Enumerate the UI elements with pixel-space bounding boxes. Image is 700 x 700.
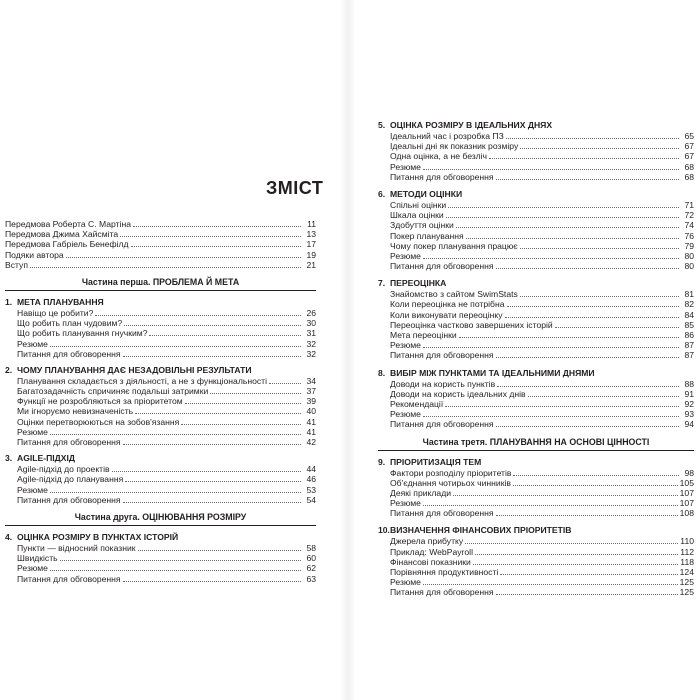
dot-leader [149, 335, 301, 336]
entry-title: Резюме [17, 426, 48, 437]
entry-title: Швидкість [17, 553, 58, 564]
dot-leader [423, 258, 679, 259]
entry-title: Порівняння продуктивності [390, 567, 499, 577]
chapter-title: ЧОМУ ПЛАНУВАННЯ ДАЄ НЕЗАДОВІЛЬНІ РЕЗУЛЬТАТИ [17, 364, 252, 375]
entry-page: 107 [679, 498, 694, 509]
dot-leader [66, 257, 301, 258]
entry-title: Резюме [17, 484, 48, 495]
entry-page: 91 [684, 388, 694, 399]
entry-page: 32 [306, 348, 316, 359]
dot-leader [138, 550, 301, 551]
entry-title: Резюме [17, 563, 48, 574]
entry-title: Резюме [390, 498, 421, 509]
dot-leader [423, 347, 679, 348]
chapter-heading[interactable] [5, 453, 316, 464]
toc-entry[interactable] [378, 289, 694, 299]
toc-entry[interactable] [5, 250, 316, 260]
entry-page: 21 [306, 259, 316, 270]
entry-title: Резюме [390, 577, 421, 588]
chapter-title: МЕТА ПЛАНУВАННЯ [17, 296, 104, 307]
entry-page: 76 [684, 230, 694, 241]
entry-page: 41 [306, 426, 316, 437]
dot-leader [496, 594, 678, 595]
chapter-title: ПЕРЕОЦІНКА [390, 278, 447, 289]
dot-leader [210, 393, 301, 394]
dot-leader [50, 492, 301, 493]
dot-leader [465, 543, 678, 544]
toc-entry[interactable] [378, 261, 694, 271]
dot-leader [185, 403, 301, 404]
dot-leader [496, 357, 679, 358]
entry-title: Питання для обговорення [17, 437, 121, 447]
entry-title: Спільні оцінки [390, 199, 447, 210]
entry-page: 34 [306, 375, 316, 386]
toc-entry[interactable] [378, 399, 694, 409]
dot-leader [123, 444, 301, 445]
entry-title: Доводи на користь пунктів [390, 378, 496, 389]
entry-title: Покер планування [390, 230, 464, 241]
toc-entry[interactable] [378, 220, 694, 230]
page-title: ЗМІСТ [266, 178, 324, 198]
toc-entry[interactable] [378, 536, 694, 546]
toc-entry[interactable] [378, 241, 694, 251]
entry-page: 54 [306, 494, 316, 505]
toc-entry[interactable] [5, 260, 316, 270]
chapter-number: 8. [378, 367, 386, 378]
dot-leader [456, 227, 679, 228]
toc-entry[interactable] [5, 376, 316, 386]
dot-leader [496, 426, 679, 427]
entry-title: Чому покер планування працює [390, 240, 518, 251]
chapter-number: 5. [378, 120, 386, 130]
dot-leader [124, 325, 301, 326]
toc-entry[interactable] [378, 498, 694, 508]
book-gutter [340, 0, 354, 700]
entry-page: 44 [306, 464, 316, 475]
entry-title: Питання для обговорення [390, 261, 494, 272]
toc-entry[interactable] [378, 200, 694, 210]
toc-entry[interactable] [378, 350, 694, 360]
dot-leader [448, 207, 679, 208]
toc-entry[interactable] [5, 406, 316, 416]
toc-entry[interactable] [378, 488, 694, 498]
entry-page: 125 [679, 587, 694, 598]
dot-leader [496, 268, 679, 269]
dot-leader [30, 267, 301, 268]
dot-leader [520, 148, 679, 149]
entry-title: Питання для обговорення [390, 350, 494, 361]
dot-leader [466, 238, 679, 239]
dot-leader [475, 554, 678, 555]
dot-leader [505, 317, 679, 318]
toc-entry[interactable] [378, 478, 694, 488]
dot-leader [506, 138, 679, 139]
toc-entry[interactable] [378, 251, 694, 261]
entry-title: Резюме [390, 340, 421, 351]
dot-leader [513, 485, 678, 486]
toc-entry[interactable] [5, 396, 316, 406]
entry-title: Ідеальні дні як показник розміру [390, 141, 519, 152]
entry-title: Питання для обговорення [17, 573, 121, 584]
chapter-number: 1. [5, 296, 13, 307]
entry-title: Ми ігноруємо невизначеність [17, 406, 134, 417]
toc-entry[interactable] [378, 231, 694, 241]
entry-page: 118 [680, 556, 694, 567]
toc-entry[interactable] [5, 239, 316, 249]
dot-leader [120, 236, 301, 237]
toc-entry[interactable] [378, 547, 694, 557]
entry-title: Пункти — відносний показник [17, 542, 136, 553]
entry-page: 17 [306, 239, 316, 250]
chapter-number: 6. [378, 188, 386, 199]
entry-title: Резюме [390, 409, 421, 420]
entry-title: Фінансові показники [390, 556, 471, 567]
chapter-heading[interactable] [5, 365, 316, 376]
dot-leader [131, 246, 301, 247]
dot-leader [95, 315, 301, 316]
dot-leader [453, 495, 678, 496]
entry-title: Здобуття оцінки [390, 220, 454, 231]
chapter-title: ПРІОРИТИЗАЦІЯ ТЕМ [390, 456, 482, 467]
toc-entry[interactable] [5, 563, 316, 573]
chapter-number: 4. [5, 531, 13, 542]
entry-page: 68 [684, 161, 694, 172]
entry-title: Передмова Габріель Бенефілд [5, 239, 129, 250]
entry-title: Agile-підхід до планування [17, 474, 124, 485]
entry-page: 30 [306, 318, 316, 329]
toc-entry[interactable] [378, 409, 694, 419]
dot-leader [423, 505, 678, 506]
entry-title: Резюме [390, 250, 421, 261]
toc-entry[interactable] [5, 229, 316, 239]
dot-leader [125, 481, 301, 482]
entry-title: Вступ [5, 259, 29, 270]
dot-leader [446, 217, 679, 218]
entry-page: 85 [684, 319, 694, 330]
dot-leader [269, 383, 301, 384]
toc-entry[interactable] [378, 389, 694, 399]
chapter-heading[interactable] [378, 368, 694, 379]
entry-title: Питання для обговорення [390, 419, 494, 430]
dot-leader [520, 296, 679, 297]
entry-title: Резюме [17, 338, 48, 349]
entry-page: 80 [684, 250, 694, 261]
chapter-title: ВИБІР МІЖ ПУНКТАМИ ТА ІДЕАЛЬНИМИ ДНЯМИ [390, 367, 595, 378]
entry-page: 58 [306, 542, 316, 553]
entry-title: Питання для обговорення [390, 508, 494, 519]
entry-title: Коли виконувати переоцінку [390, 309, 503, 320]
toc-entry[interactable] [5, 349, 316, 359]
entry-page: 84 [684, 309, 694, 320]
entry-page: 86 [684, 330, 694, 340]
toc-entry[interactable] [5, 485, 316, 495]
dot-leader [60, 560, 301, 561]
chapter-number: 2. [5, 364, 13, 375]
entry-page: 13 [306, 229, 316, 240]
entry-page: 67 [684, 141, 694, 152]
entry-page: 53 [306, 484, 316, 495]
toc-entry[interactable] [5, 495, 316, 505]
entry-page: 40 [306, 406, 316, 417]
dot-leader [423, 169, 679, 170]
entry-title: Ідеальний час і розробка ПЗ [390, 131, 504, 141]
toc-left-column [5, 219, 316, 584]
toc-entry[interactable] [5, 574, 316, 584]
entry-title: Навіщо це робити? [17, 307, 94, 318]
chapter-number: 10. [378, 525, 390, 536]
entry-title: Коли переоцінка не потрібна [390, 299, 505, 310]
entry-page: 88 [684, 378, 694, 389]
toc-entry[interactable] [378, 587, 694, 597]
entry-title: Питання для обговорення [390, 171, 494, 182]
entry-page: 68 [684, 171, 694, 182]
entry-page: 79 [684, 240, 694, 251]
toc-entry[interactable] [378, 310, 694, 320]
entry-title: Переоцінка частково завершених історій [390, 319, 553, 330]
toc-entry[interactable] [378, 210, 694, 220]
part-heading: Частина перша. ПРОБЛЕМА Й МЕТА [5, 277, 316, 291]
dot-leader [50, 570, 301, 571]
chapter-title: AGILE-ПІДХІД [17, 453, 76, 464]
part-heading: Частина друга. ОЦІНЮВАННЯ РОЗМІРУ [5, 512, 316, 526]
entry-page: 94 [684, 419, 694, 430]
entry-title: Деякі приклади [390, 487, 452, 498]
entry-title: Передмова Джима Хайсміта [5, 229, 119, 240]
entry-title: Подяки автора [5, 249, 64, 260]
toc-entry[interactable] [5, 417, 316, 427]
entry-page: 71 [684, 199, 694, 210]
entry-page: 92 [684, 398, 694, 409]
entry-page: 74 [684, 220, 694, 231]
chapter-number: 3. [5, 453, 13, 464]
entry-title: Джерела прибутку [390, 536, 464, 547]
toc-entry[interactable] [5, 318, 316, 328]
chapter-title: ОЦІНКА РОЗМІРУ В ПУНКТАХ ІСТОРІЙ [17, 531, 179, 542]
dot-leader [520, 248, 679, 249]
entry-title: Оцінки перетворюються на зобов'язання [17, 416, 180, 427]
dot-leader [123, 502, 301, 503]
toc-entry[interactable] [5, 219, 316, 229]
dot-leader [496, 515, 678, 516]
toc-entry[interactable] [5, 339, 316, 349]
entry-page: 108 [679, 508, 694, 519]
toc-entry[interactable] [378, 468, 694, 478]
chapter-heading[interactable] [5, 532, 316, 543]
entry-title: Приклад: WebPayroll [390, 546, 473, 557]
entry-page: 98 [684, 467, 694, 478]
entry-page: 112 [680, 546, 694, 557]
toc-entry[interactable] [5, 474, 316, 484]
entry-page: 32 [306, 338, 316, 349]
entry-page: 19 [306, 249, 316, 260]
chapter-heading[interactable] [378, 278, 694, 289]
toc-entry[interactable] [378, 131, 694, 141]
entry-page: 82 [684, 299, 694, 310]
entry-page: 125 [679, 577, 694, 588]
entry-title: Об'єднання чотирьох чинників [390, 477, 511, 488]
entry-page: 81 [684, 289, 694, 300]
dot-leader [423, 416, 679, 417]
toc-entry[interactable] [5, 464, 316, 474]
entry-title: Планування складається з діяльності, а не з функціональності [17, 375, 267, 386]
chapter-heading[interactable] [378, 525, 694, 536]
chapter-number: 7. [378, 278, 386, 289]
dot-leader [528, 396, 679, 397]
entry-title: Доводи на користь ідеальних днів [390, 388, 526, 399]
entry-page: 62 [306, 563, 316, 574]
entry-page: 37 [306, 386, 316, 397]
entry-title: Багатозадачність спричиняє подальші затримки [17, 386, 209, 397]
toc-entry[interactable] [5, 427, 316, 437]
entry-title: Питання для обговорення [390, 587, 494, 598]
toc-entry[interactable] [5, 328, 316, 338]
entry-page: 11 [307, 219, 316, 229]
toc-entry[interactable] [5, 437, 316, 447]
part-heading: Частина третя. ПЛАНУВАННЯ НА ОСНОВІ ЦІННОСТІ [378, 437, 694, 451]
dot-leader [445, 406, 679, 407]
toc-entry[interactable] [378, 419, 694, 429]
entry-page: 87 [684, 340, 694, 351]
dot-leader [135, 413, 301, 414]
entry-page: 63 [306, 573, 316, 584]
chapter-number: 9. [378, 456, 386, 467]
entry-title: Мета переоцінки [390, 330, 457, 340]
toc-entry[interactable] [378, 320, 694, 330]
toc-right-column [378, 120, 694, 598]
entry-title: Що робить планування гнучким? [17, 328, 148, 339]
chapter-heading[interactable] [5, 297, 316, 308]
dot-leader [133, 226, 301, 227]
entry-title: Питання для обговорення [17, 494, 121, 505]
dot-leader [123, 356, 301, 357]
dot-leader [423, 584, 678, 585]
entry-page: 72 [684, 210, 694, 221]
toc-entry[interactable] [378, 567, 694, 577]
toc-entry[interactable] [378, 379, 694, 389]
entry-title: Фактори розподілу пріоритетів [390, 467, 512, 478]
entry-page: 46 [306, 474, 316, 485]
dot-leader [507, 306, 680, 307]
entry-page: 124 [679, 567, 694, 577]
chapter-heading[interactable] [378, 189, 694, 200]
chapter-title: ВИЗНАЧЕННЯ ФІНАНСОВИХ ПРІОРИТЕТІВ [390, 525, 572, 536]
dot-leader [50, 346, 301, 347]
entry-page: 67 [684, 151, 694, 162]
entry-title: Шкала оцінки [390, 210, 444, 221]
toc-entry[interactable] [5, 386, 316, 396]
chapter-title: ОЦІНКА РОЗМІРУ В ІДЕАЛЬНИХ ДНЯХ [390, 120, 553, 130]
dot-leader [50, 434, 301, 435]
dot-leader [513, 475, 679, 476]
entry-page: 60 [306, 553, 316, 564]
chapter-heading[interactable] [378, 457, 694, 468]
entry-title: Рекомендації [390, 398, 444, 409]
entry-page: 105 [679, 477, 694, 488]
entry-title: Що робить план чудовим? [17, 318, 123, 329]
entry-title: Agile-підхід до проектів [17, 464, 110, 475]
toc-entry[interactable] [378, 330, 694, 340]
entry-title: Питання для обговорення [17, 348, 121, 359]
dot-leader [473, 564, 678, 565]
entry-page: 65 [684, 131, 694, 141]
entry-title: Передмова Роберта С. Мартіна [5, 219, 131, 229]
toc-entry[interactable] [378, 162, 694, 172]
toc-entry[interactable] [378, 141, 694, 151]
dot-leader [555, 327, 679, 328]
toc-entry[interactable] [378, 557, 694, 567]
dot-leader [489, 158, 679, 159]
toc-entry[interactable] [5, 308, 316, 318]
entry-page: 107 [679, 487, 694, 498]
chapter-title: МЕТОДИ ОЦІНКИ [390, 188, 463, 199]
entry-title: Одна оцінка, а не безліч [390, 151, 488, 162]
entry-page: 41 [306, 416, 316, 427]
toc-entry[interactable] [378, 508, 694, 518]
toc-entry[interactable] [378, 151, 694, 161]
toc-entry[interactable] [5, 553, 316, 563]
entry-title: Резюме [390, 161, 421, 172]
entry-page: 110 [680, 536, 694, 547]
entry-page: 31 [306, 328, 316, 339]
dot-leader [497, 386, 679, 387]
toc-entry[interactable] [378, 577, 694, 587]
dot-leader [181, 424, 301, 425]
toc-entry[interactable] [5, 543, 316, 553]
toc-entry[interactable] [378, 299, 694, 309]
dot-leader [496, 179, 679, 180]
entry-title: Знайомство з сайтом SwimStats [390, 289, 518, 300]
dot-leader [500, 574, 677, 575]
dot-leader [112, 471, 301, 472]
entry-page: 93 [684, 409, 694, 420]
entry-page: 26 [306, 307, 316, 318]
entry-page: 87 [684, 350, 694, 361]
entry-page: 39 [306, 396, 316, 407]
entry-title: Функції не розробляються за пріоритетом [17, 396, 183, 407]
toc-entry[interactable] [378, 172, 694, 182]
entry-page: 80 [684, 261, 694, 272]
dot-leader [459, 337, 679, 338]
chapter-heading[interactable] [378, 120, 694, 131]
dot-leader [123, 581, 301, 582]
toc-entry[interactable] [378, 340, 694, 350]
entry-page: 42 [306, 437, 316, 447]
